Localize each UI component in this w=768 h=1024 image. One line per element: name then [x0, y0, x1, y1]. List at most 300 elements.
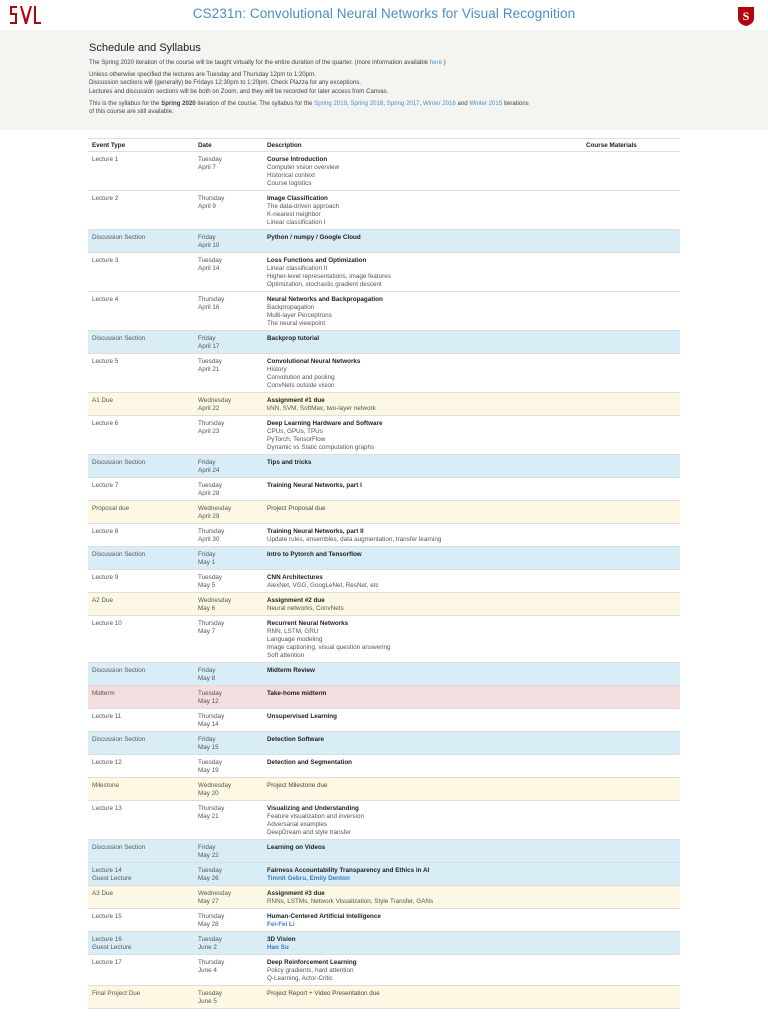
- event-title: Image Classification: [267, 195, 328, 202]
- course-materials-cell: [582, 331, 680, 354]
- table-row: [88, 593, 680, 616]
- event-type: Final Project Due: [92, 990, 141, 997]
- table-row: [88, 331, 680, 354]
- date-cell: [194, 986, 263, 1009]
- topic-item: kNN, SVM, SoftMax, two-layer network: [267, 404, 376, 412]
- event-date: Wednesday: [198, 782, 232, 789]
- event-title: Tips and tricks: [267, 459, 312, 466]
- description-cell: [263, 686, 582, 709]
- event-title: Training Neural Networks, part I: [267, 482, 362, 489]
- date-cell: [194, 616, 263, 663]
- event-type-cell: [88, 455, 194, 478]
- course-materials-cell: [582, 416, 680, 455]
- date-cell: [194, 292, 263, 331]
- event-type: Lecture 4: [92, 296, 119, 303]
- event-date: May 8: [198, 674, 216, 682]
- date-cell: [194, 393, 263, 416]
- course-materials-cell: [582, 909, 680, 932]
- topic-item: Course logistics: [267, 179, 312, 187]
- table-row: [88, 478, 680, 501]
- event-date: April 17: [198, 342, 220, 350]
- event-type-cell: [88, 524, 194, 547]
- event-date: June 5: [198, 997, 217, 1005]
- event-title: Training Neural Networks, part II: [267, 528, 364, 535]
- event-type: Guest Lecture: [92, 874, 132, 882]
- description-cell: [263, 152, 582, 191]
- topic-item: Neural networks, ConvNets: [267, 604, 344, 612]
- event-type-cell: [88, 686, 194, 709]
- prev-syllabus-link[interactable]: Spring 2017: [386, 99, 420, 107]
- course-materials-cell: [582, 478, 680, 501]
- table-row: [88, 152, 680, 191]
- course-materials-cell: [582, 524, 680, 547]
- event-date: Wednesday: [198, 597, 232, 604]
- course-materials-cell: [582, 709, 680, 732]
- event-type: Discussion Section: [92, 459, 146, 466]
- table-row: [88, 663, 680, 686]
- event-date: May 12: [198, 697, 219, 705]
- topic-item: Feature visualization and inversion: [267, 812, 364, 820]
- table-row: [88, 801, 680, 840]
- course-materials-cell: [582, 593, 680, 616]
- date-cell: [194, 801, 263, 840]
- table-row: [88, 886, 680, 909]
- zoom-note: Lectures and discussion sections will be both on Zoom, and they will be recorded for later access from Canvas.: [89, 87, 389, 95]
- topic-item: Linear classification II: [267, 264, 328, 272]
- event-date: May 19: [198, 766, 219, 774]
- site-title[interactable]: CS231n: Convolutional Neural Networks for Visual Recognition: [192, 6, 576, 21]
- event-type: Lecture 17: [92, 959, 122, 966]
- table-row: [88, 191, 680, 230]
- event-type: Discussion Section: [92, 667, 146, 674]
- course-materials-cell: [582, 393, 680, 416]
- topic-item: The neural viewpoint: [267, 319, 326, 327]
- topic-item: Q-Learning, Actor-Critic: [267, 974, 333, 982]
- event-type: Lecture 5: [92, 358, 119, 365]
- event-title: 3D Vision: [267, 936, 296, 943]
- date-cell: [194, 686, 263, 709]
- event-type: Lecture 3: [92, 257, 119, 264]
- date-cell: [194, 416, 263, 455]
- event-type: A3 Due: [92, 890, 114, 897]
- event-type: Lecture 9: [92, 574, 119, 581]
- event-type-cell: [88, 501, 194, 524]
- description-cell: [263, 393, 582, 416]
- event-date: Thursday: [198, 296, 225, 303]
- topic-item: Convolution and pooling: [267, 373, 335, 381]
- topic-item: CPUs, GPUs, TPUs: [267, 427, 323, 435]
- event-date: Tuesday: [198, 759, 222, 766]
- event-date: Thursday: [198, 620, 225, 627]
- event-title: Neural Networks and Backpropagation: [267, 296, 383, 303]
- event-title: Backprop tutorial: [267, 335, 320, 342]
- topic-item: History: [267, 365, 287, 373]
- event-date: Tuesday: [198, 690, 222, 697]
- event-title: Human-Centered Artificial Intelligence: [267, 913, 381, 920]
- event-date: Tuesday: [198, 257, 222, 264]
- event-date: Thursday: [198, 959, 225, 966]
- date-cell: [194, 354, 263, 393]
- description-cell: [263, 909, 582, 932]
- event-date: Wednesday: [198, 890, 232, 897]
- course-materials-cell: [582, 501, 680, 524]
- topic-item: Historical context: [267, 171, 315, 179]
- topic-item: Dynamic vs Static computation graphs: [267, 443, 375, 451]
- topic-item: Soft attention: [267, 651, 305, 659]
- event-date: April 16: [198, 303, 220, 311]
- topic-item: K-nearest neighbor: [267, 210, 321, 218]
- event-type-cell: [88, 152, 194, 191]
- top-bar: [0, 0, 768, 30]
- date-cell: [194, 331, 263, 354]
- topic-item: Multi-layer Perceptrons: [267, 311, 332, 319]
- event-date: May 28: [198, 920, 219, 928]
- page-title: Schedule and Syllabus: [89, 42, 201, 54]
- column-header: Event Type: [88, 139, 194, 152]
- column-header: Course Materials: [582, 139, 680, 152]
- event-date: Thursday: [198, 420, 225, 427]
- event-date: Wednesday: [198, 397, 232, 404]
- event-date: April 29: [198, 512, 220, 520]
- event-title: Assignment #1 due: [267, 397, 325, 404]
- event-date: April 23: [198, 427, 220, 435]
- event-type: Discussion Section: [92, 844, 146, 851]
- description-cell: [263, 663, 582, 686]
- event-type: Lecture 1: [92, 156, 119, 163]
- event-date: Friday: [198, 335, 216, 342]
- event-type: Lecture 13: [92, 805, 122, 812]
- date-cell: [194, 709, 263, 732]
- event-title: CNN Architectures: [267, 574, 323, 581]
- description-cell: [263, 253, 582, 292]
- event-type-cell: [88, 801, 194, 840]
- table-row: [88, 778, 680, 801]
- event-type: Midterm: [92, 690, 115, 697]
- event-type-cell: [88, 709, 194, 732]
- topic-item: The data-driven approach: [267, 202, 340, 210]
- table-row: [88, 570, 680, 593]
- event-date: Tuesday: [198, 358, 222, 365]
- event-type-cell: [88, 778, 194, 801]
- event-date: Tuesday: [198, 936, 222, 943]
- event-type: Lecture 8: [92, 528, 119, 535]
- event-date: Thursday: [198, 913, 225, 920]
- lecture-times: Unless otherwise specified the lectures are Tuesday and Thursday 12pm to 1:20pm.: [89, 71, 316, 79]
- course-materials-cell: [582, 354, 680, 393]
- event-date: May 5: [198, 581, 216, 589]
- event-type-cell: [88, 955, 194, 986]
- date-cell: [194, 732, 263, 755]
- event-type-cell: [88, 732, 194, 755]
- event-type-cell: [88, 253, 194, 292]
- event-type: Lecture 16: [92, 936, 122, 943]
- course-materials-cell: [582, 616, 680, 663]
- description-cell: [263, 840, 582, 863]
- description-cell: [263, 778, 582, 801]
- event-type-cell: [88, 547, 194, 570]
- more-info-link[interactable]: here: [429, 59, 442, 66]
- description-cell: [263, 886, 582, 909]
- prev-syllabus-link[interactable]: Spring 2018: [350, 99, 384, 107]
- event-date: April 10: [198, 241, 220, 249]
- topic-item: PyTorch, TensorFlow: [267, 435, 326, 443]
- event-type-cell: [88, 354, 194, 393]
- description-cell: [263, 932, 582, 955]
- course-materials-cell: [582, 863, 680, 886]
- event-date: Friday: [198, 667, 216, 674]
- date-cell: [194, 886, 263, 909]
- description-cell: [263, 524, 582, 547]
- course-materials-cell: [582, 755, 680, 778]
- course-materials-cell: [582, 955, 680, 986]
- date-cell: [194, 932, 263, 955]
- topic-item: Policy gradients, hard attention: [267, 966, 354, 974]
- description-cell: [263, 501, 582, 524]
- event-title: Assignment #3 due: [267, 890, 325, 897]
- event-title: Assignment #2 due: [267, 597, 325, 604]
- description-cell: [263, 547, 582, 570]
- description-cell: [263, 593, 582, 616]
- guest-speaker-link[interactable]: Timnit Gebru, Emily Denton: [267, 874, 350, 882]
- description-cell: [263, 863, 582, 886]
- event-type: Proposal due: [92, 505, 130, 512]
- event-type: Lecture 2: [92, 195, 119, 202]
- virtual-notice: The Spring 2020 iteration of the course will be taught virtually for the entire duration of the quarter. (more information available here ): [89, 59, 446, 66]
- course-materials-cell: [582, 570, 680, 593]
- course-materials-cell: [582, 686, 680, 709]
- topic-item: Linear classification I: [267, 218, 326, 226]
- event-title: Detection Software: [267, 736, 325, 743]
- event-date: Friday: [198, 234, 216, 241]
- event-type-cell: [88, 191, 194, 230]
- topic-item: DeepDream and style transfer: [267, 828, 351, 836]
- description-cell: [263, 801, 582, 840]
- description-cell: [263, 755, 582, 778]
- event-date: June 4: [198, 966, 217, 974]
- event-type-cell: [88, 863, 194, 886]
- course-materials-cell: [582, 986, 680, 1009]
- event-date: May 14: [198, 720, 219, 728]
- event-date: April 9: [198, 202, 216, 210]
- event-type: Discussion Section: [92, 335, 146, 342]
- event-date: Friday: [198, 459, 216, 466]
- date-cell: [194, 191, 263, 230]
- event-date: Wednesday: [198, 505, 232, 512]
- event-type-cell: [88, 616, 194, 663]
- description-cell: [263, 709, 582, 732]
- event-date: Thursday: [198, 195, 225, 202]
- event-date: April 7: [198, 163, 216, 171]
- date-cell: [194, 253, 263, 292]
- event-type: Guest Lecture: [92, 943, 132, 951]
- event-type-cell: [88, 292, 194, 331]
- event-title: Project Report + Video Presentation due: [267, 990, 380, 997]
- table-row: [88, 547, 680, 570]
- event-date: May 20: [198, 789, 219, 797]
- date-cell: [194, 570, 263, 593]
- event-type-cell: [88, 593, 194, 616]
- topic-item: Language modeling: [267, 635, 323, 643]
- event-date: May 7: [198, 627, 216, 635]
- event-date: Tuesday: [198, 156, 222, 163]
- prev-syllabus-link[interactable]: Winter 2015: [469, 99, 503, 107]
- table-row: [88, 416, 680, 455]
- event-date: May 15: [198, 743, 219, 751]
- table-row: [88, 986, 680, 1009]
- date-cell: [194, 230, 263, 253]
- event-title: Convolutional Neural Networks: [267, 358, 361, 365]
- syllabus-note: This is the syllabus for the Spring 2020 iteration of the course. The syllabus for the Spring 2019, Spring 2018, Spring 2017, Winter 2016 and Winter 2015 iterations of this course are still available.: [89, 99, 529, 116]
- course-materials-cell: [582, 886, 680, 909]
- event-date: Friday: [198, 736, 216, 743]
- course-materials-cell: [582, 230, 680, 253]
- table-row: [88, 732, 680, 755]
- description-cell: [263, 616, 582, 663]
- course-materials-cell: [582, 932, 680, 955]
- course-materials-cell: [582, 191, 680, 230]
- svg-text:S: S: [742, 9, 750, 23]
- column-header: Description: [263, 139, 582, 152]
- table-row: [88, 455, 680, 478]
- date-cell: [194, 863, 263, 886]
- event-type: Discussion Section: [92, 551, 146, 558]
- description-cell: [263, 230, 582, 253]
- topic-item: Update rules, ensembles, data augmentation, transfer learning: [267, 535, 442, 543]
- description-cell: [263, 478, 582, 501]
- table-row: [88, 840, 680, 863]
- event-type-cell: [88, 478, 194, 501]
- event-date: April 21: [198, 365, 220, 373]
- event-type-cell: [88, 331, 194, 354]
- prev-syllabus-link[interactable]: Spring 2019: [314, 99, 348, 107]
- event-date: April 22: [198, 404, 220, 412]
- event-date: April 30: [198, 535, 220, 543]
- event-type: Lecture 10: [92, 620, 122, 627]
- topic-item: AlexNet, VGG, GoogLeNet, ResNet, etc: [267, 581, 379, 589]
- event-title: Learning on Videos: [267, 844, 326, 851]
- course-materials-cell: [582, 292, 680, 331]
- event-type-cell: [88, 570, 194, 593]
- guest-speaker-link[interactable]: Fei-Fei Li: [267, 920, 295, 928]
- topic-item: Adversarial examples: [267, 820, 328, 828]
- event-date: May 22: [198, 851, 219, 859]
- event-type-cell: [88, 755, 194, 778]
- event-type: A1 Due: [92, 397, 114, 404]
- event-type-cell: [88, 416, 194, 455]
- event-title: Midterm Review: [267, 667, 315, 674]
- event-title: Project Milestone due: [267, 782, 328, 789]
- event-title: Recurrent Neural Networks: [267, 620, 349, 627]
- event-date: Tuesday: [198, 990, 222, 997]
- guest-speaker-link[interactable]: Hao Su: [267, 943, 289, 951]
- description-cell: [263, 986, 582, 1009]
- event-type-cell: [88, 840, 194, 863]
- table-row: [88, 932, 680, 955]
- event-date: Thursday: [198, 528, 225, 535]
- description-cell: [263, 292, 582, 331]
- date-cell: [194, 593, 263, 616]
- description-cell: [263, 191, 582, 230]
- topic-item: ConvNets outside vision: [267, 381, 335, 389]
- event-date: Tuesday: [198, 574, 222, 581]
- event-title: Fairness Accountability Transparency and Ethics in AI: [267, 867, 430, 874]
- course-materials-cell: [582, 663, 680, 686]
- event-date: Tuesday: [198, 867, 222, 874]
- event-type: Lecture 14: [92, 867, 122, 874]
- column-header: Date: [194, 139, 263, 152]
- event-title: Course Introduction: [267, 156, 328, 163]
- table-row: [88, 755, 680, 778]
- event-title: Detection and Segmentation: [267, 759, 353, 766]
- event-date: April 28: [198, 489, 220, 497]
- table-row: [88, 686, 680, 709]
- table-row: [88, 709, 680, 732]
- description-cell: [263, 354, 582, 393]
- date-cell: [194, 755, 263, 778]
- topic-item: Computer vision overview: [267, 163, 340, 171]
- event-type-cell: [88, 932, 194, 955]
- date-cell: [194, 547, 263, 570]
- date-cell: [194, 152, 263, 191]
- date-cell: [194, 955, 263, 986]
- course-materials-cell: [582, 840, 680, 863]
- course-materials-cell: [582, 778, 680, 801]
- event-type-cell: [88, 230, 194, 253]
- course-materials-cell: [582, 801, 680, 840]
- event-type-cell: [88, 663, 194, 686]
- event-type: Discussion Section: [92, 234, 146, 241]
- table-row: [88, 955, 680, 986]
- event-type: Lecture 6: [92, 420, 119, 427]
- schedule-body: [88, 152, 680, 1009]
- date-cell: [194, 909, 263, 932]
- description-cell: [263, 955, 582, 986]
- intro-panel: [0, 30, 768, 130]
- table-row: [88, 292, 680, 331]
- event-title: Take-home midterm: [267, 690, 327, 697]
- event-title: Intro to Pytorch and Tensorflow: [267, 551, 362, 558]
- table-row: [88, 230, 680, 253]
- topic-item: Optimization, stochastic gradient descent: [267, 280, 382, 288]
- event-type: Lecture 12: [92, 759, 122, 766]
- table-row: [88, 616, 680, 663]
- schedule-table: [88, 138, 680, 1009]
- description-cell: [263, 570, 582, 593]
- event-date: April 24: [198, 466, 220, 474]
- event-date: May 21: [198, 812, 219, 820]
- event-date: Friday: [198, 844, 216, 851]
- event-type-cell: [88, 909, 194, 932]
- event-title: Unsupervised Learning: [267, 713, 337, 720]
- event-date: Friday: [198, 551, 216, 558]
- event-title: Visualizing and Understanding: [267, 805, 359, 812]
- discussion-times: Discussion sections will (generally) be Fridays 12:30pm to 1:20pm. Check Piazza for any exceptions.: [89, 79, 361, 87]
- event-date: May 26: [198, 874, 219, 882]
- prev-syllabus-link[interactable]: Winter 2016: [422, 99, 456, 107]
- event-date: June 2: [198, 943, 217, 951]
- topic-item: RNN, LSTM, GRU: [267, 627, 319, 635]
- description-cell: [263, 331, 582, 354]
- event-date: Tuesday: [198, 482, 222, 489]
- stanford-logo-icon[interactable]: [736, 5, 756, 27]
- event-type-cell: [88, 393, 194, 416]
- table-row: [88, 863, 680, 886]
- description-cell: [263, 732, 582, 755]
- table-row: [88, 524, 680, 547]
- course-materials-cell: [582, 152, 680, 191]
- event-type-cell: [88, 886, 194, 909]
- event-date: April 14: [198, 264, 220, 272]
